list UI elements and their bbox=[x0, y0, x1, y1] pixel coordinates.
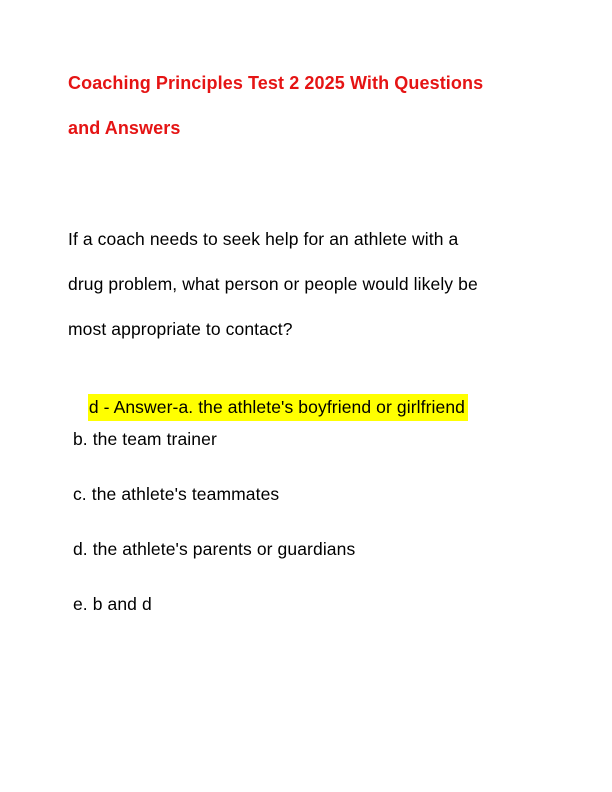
option-c: c. the athlete's teammates bbox=[68, 484, 280, 504]
question-text-line-1: If a coach needs to seek help for an athlete with a bbox=[68, 229, 459, 249]
option-e: e. b and d bbox=[68, 594, 152, 614]
option-b: b. the team trainer bbox=[68, 429, 217, 449]
highlighted-answer-text: d - Answer-a. the athlete's boyfriend or girlfriend bbox=[88, 394, 468, 421]
question-text-line-3: most appropriate to contact? bbox=[68, 319, 293, 339]
document-title-line-1: Coaching Principles Test 2 2025 With Questions bbox=[68, 73, 484, 93]
question-text-line-2: drug problem, what person or people would likely be bbox=[68, 274, 478, 294]
option-d: d. the athlete's parents or guardians bbox=[68, 539, 356, 559]
document-title-line-2: and Answers bbox=[68, 118, 181, 138]
